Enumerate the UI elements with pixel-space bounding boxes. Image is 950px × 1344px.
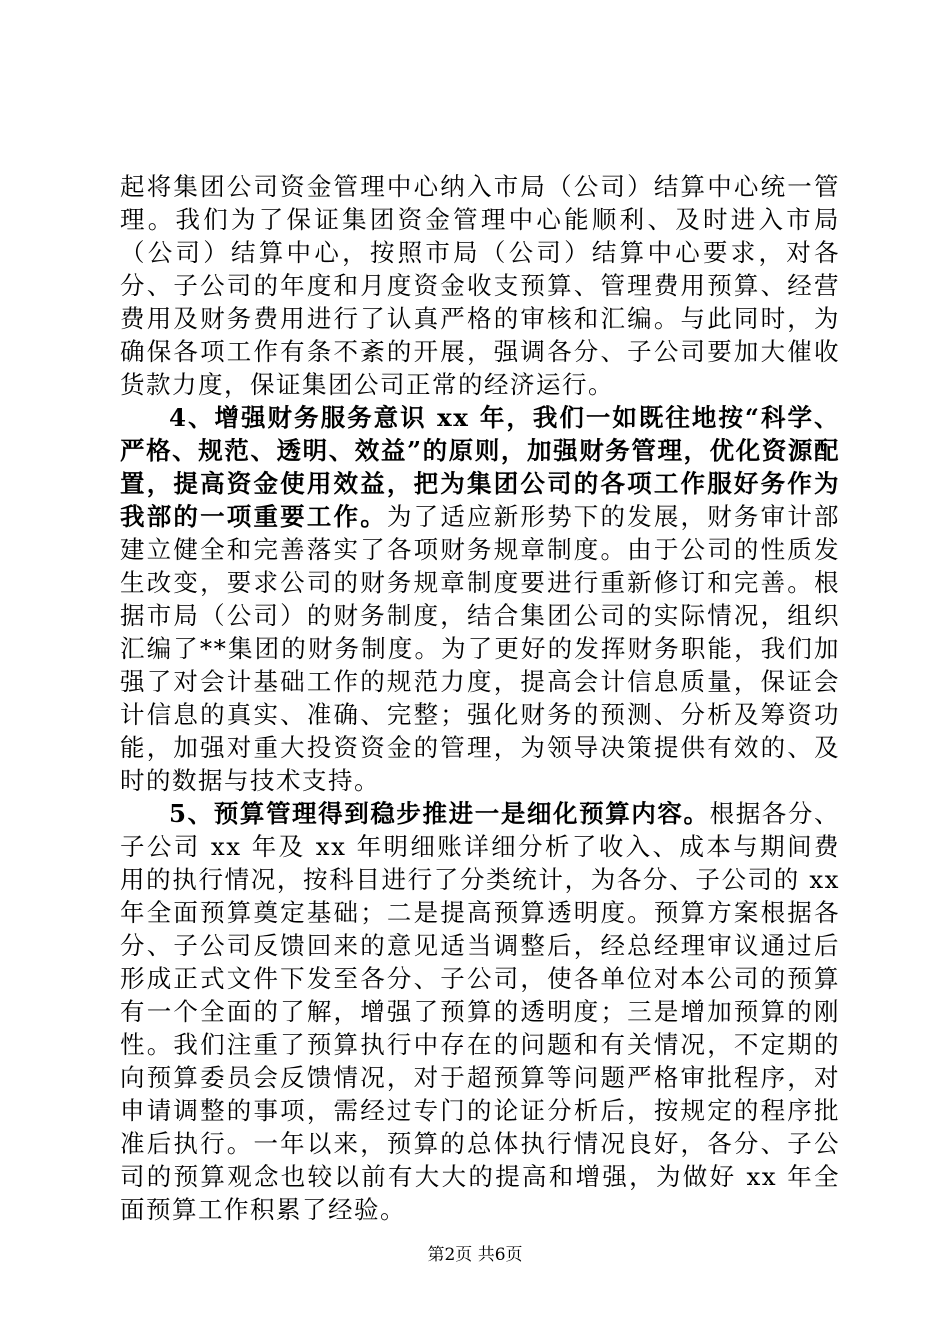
paragraph-financial-service — [120, 401, 840, 797]
page-number-footer: 第2页 共6页 — [427, 1245, 523, 1265]
paragraph-1-text: 起将集团公司资金管理中心纳入市局（公司）结算中心统一管理。我们为了保证集团资金管理中心能顺利、及时进入市局（公司）结算中心，按照市局（公司）结算中心要求，对各分、子公司的年度和月度资金收支预算、管理费用预算、经营费用及财务费用进行了认真严格的审核和汇编。与此同时，为确保各项工作有条不紊的开展，强调各分、子公司要加大催收货款力度，保证集团公司正常的经济运行。 — [120, 172, 840, 399]
document-body — [120, 170, 840, 1226]
paragraph-2-lead: 4、增强财务服务意识 xx 年，我们一如既往地按“科学、严格、规范、透明、效益”的原则，加强财务管理，优化资源配置，提高资金使用效益，把为集团公司的各项工作服好务作为我部的一项重要工作。 — [120, 403, 840, 531]
paragraph-3-text: 根据各分、子公司 xx 年及 xx 年明细账详细分析了收入、成本与期间费用的执行情况，按科目进行了分类统计，为各分、子公司的 xx 年全面预算奠定基础；二是提高预算透明度。预算方案根据各分、子公司反馈回来的意见适当调整后，经总经理审议通过后形成正式文件下发至各分、子公司，使各单位对本公司的预算有一个全面的了解，增强了预算的透明度；三是增加预算的刚性。我们注重了预算执行中存在的问题和有关情况，不定期的向预算委员会反馈情况，对于超预算等问题严格审批程序，对申请调整的事项，需经过专门的论证分析后，按规定的程序批准后执行。一年以来，预算的总体执行情况良好，各分、子公司的预算观念也较以前有大大的提高和增强，为做好 xx 年全面预算工作积累了经验。 — [120, 799, 841, 1224]
paragraph-continuation — [120, 170, 840, 401]
paragraph-2-text: 为了适应新形势下的发展，财务审计部建立健全和完善落实了各项财务规章制度。由于公司的性质发生改变，要求公司的财务规章制度要进行重新修订和完善。根据市局（公司）的财务制度，结合集团公司的实际情况，组织汇编了**集团的财务制度。为了更好的发挥财务职能，我们加强了对会计基础工作的规范力度，提高会计信息质量，保证会计信息的真实、准确、完整；强化财务的预测、分析及筹资功能，加强对重大投资资金的管理，为领导决策提供有效的、及时的数据与技术支持。 — [120, 502, 841, 795]
paragraph-3-lead: 5、预算管理得到稳步推进一是细化预算内容。 — [169, 799, 710, 828]
paragraph-budget-management — [120, 797, 840, 1226]
